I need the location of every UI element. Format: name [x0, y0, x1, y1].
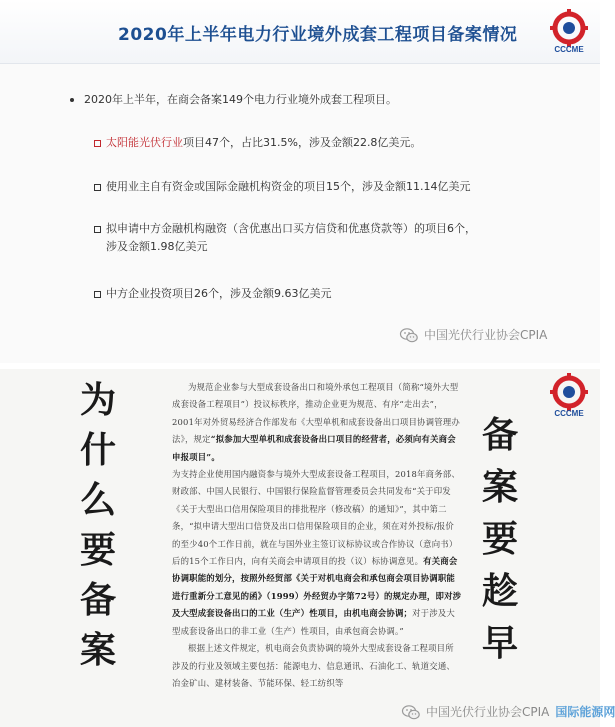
vertical-char: 趁 — [481, 570, 518, 612]
doc-paragraph — [172, 379, 462, 466]
doc-text: 为支持企业使用国内融资参与境外大型成套设备工程项目，2018年商务部、财政部、中国人民银行、中国银行保险监督管理委员会共同发布“关于印发《关于大型出口信用保险项目的排批程序（修改稿）的通知》”，其中第二条，“拟申请大型出口信贷及出口信用保险项目的企业，须在对外投标/报价的至少40个工作日前，就在与国外业主签订议标协议或合作协议（意向书）后的15个工作日内，向有关商会申请项目的投（议）标协调意见。 — [172, 469, 460, 567]
vertical-char: 早 — [481, 622, 518, 664]
left-vertical-heading — [76, 375, 120, 675]
title-bar — [0, 0, 600, 64]
doc-paragraph — [172, 466, 462, 640]
cccme-logo-icon — [546, 8, 592, 54]
watermark-text: 中国光伏行业协会CPIA — [424, 328, 548, 342]
item-text: 使用业主自有资金或国际金融机构资金的项目15个，涉及金额11.14亿美元 — [106, 180, 471, 193]
logo-text: CCCME — [554, 409, 584, 418]
checkbox-bullet-icon — [94, 291, 101, 298]
filing-reason-slide — [0, 369, 615, 727]
item-text: 项目47个，占比31.5%，涉及金额22.8亿美元。 — [183, 136, 422, 149]
doc-text: 为规范企业参与大型成套设备出口和境外承包工程项目（简称“境外大型成套设备工程项目”）投议标秩序，推动企业更为规范、有序“走出去”，2001年对外贸易经济合作部发布《大型单机和成套设备出口项目协调管理办法》，规定 — [172, 382, 460, 445]
summary-slide — [0, 0, 600, 363]
watermark-brand: 国际能源网 — [555, 705, 615, 719]
watermark — [402, 703, 615, 720]
bullet-dot — [70, 98, 74, 102]
list-item — [94, 178, 471, 196]
doc-text: 根据上述文件规定，机电商会负责协调的境外大型成套设备工程项目所涉及的行业及领域主要包括：能源电力、信息通讯、石油化工、轨道交通、冶金矿山、建材装备、节能环保、轻工纺织等 — [172, 643, 455, 688]
intro-text: 2020年上半年，在商会备案149个电力行业境外成套工程项目。 — [84, 93, 397, 106]
logo-text: CCCME — [554, 45, 584, 54]
doc-paragraph — [172, 640, 462, 692]
item-text: 中方企业投资项目26个，涉及金额9.63亿美元 — [106, 287, 332, 300]
wechat-icon — [402, 705, 420, 720]
highlight-text: 太阳能光伏行业 — [106, 136, 183, 149]
vertical-char: 案 — [79, 629, 116, 671]
vertical-char: 要 — [481, 518, 518, 560]
regulation-document — [172, 379, 462, 727]
doc-bold-text: 有关商会协调职能的划分，按照外经贸部《关于对机电商会和承包商会项目协调职能进行重新分工意见的函》（1999）外经贸办字第72号）的规定办理，即对涉及大型成套设备出口的工业（生产）性项目，由机电商会协调； — [172, 556, 462, 619]
list-item — [94, 134, 421, 152]
intro-bullet — [70, 91, 397, 107]
vertical-char: 要 — [79, 529, 116, 571]
list-item — [94, 285, 332, 303]
item-text: 拟申请中方金融机构融资（含优惠出口买方信贷和优惠贷款等）的项目6个， — [106, 222, 476, 235]
vertical-char: 么 — [79, 479, 116, 521]
list-item — [94, 220, 476, 238]
vertical-char: 什 — [79, 429, 116, 471]
doc-text: 对于涉及大型成套设备出口的非工业（生产）性项目，由承包商会协调。” — [172, 608, 455, 636]
doc-bold-text: “拟参加大型单机和成套设备出口项目的经营者，必须向有关商会申报项目”。 — [172, 434, 456, 462]
vertical-char: 备 — [79, 579, 116, 621]
vertical-char: 案 — [481, 466, 518, 508]
checkbox-bullet-icon — [94, 226, 101, 233]
watermark-text: 中国光伏行业协会CPIA — [426, 705, 550, 719]
vertical-char: 为 — [79, 379, 116, 421]
right-vertical-heading — [478, 409, 522, 669]
item-text-continued: 涉及金额1.98亿美元 — [106, 240, 208, 253]
checkbox-bullet-icon — [94, 140, 101, 147]
cccme-logo-icon — [546, 372, 592, 418]
checkbox-bullet-icon — [94, 184, 101, 191]
wechat-icon — [400, 328, 418, 343]
watermark — [400, 326, 547, 343]
slide-title: 2020年上半年电力行业境外成套工程项目备案情况 — [118, 25, 518, 45]
vertical-char: 备 — [481, 414, 518, 456]
